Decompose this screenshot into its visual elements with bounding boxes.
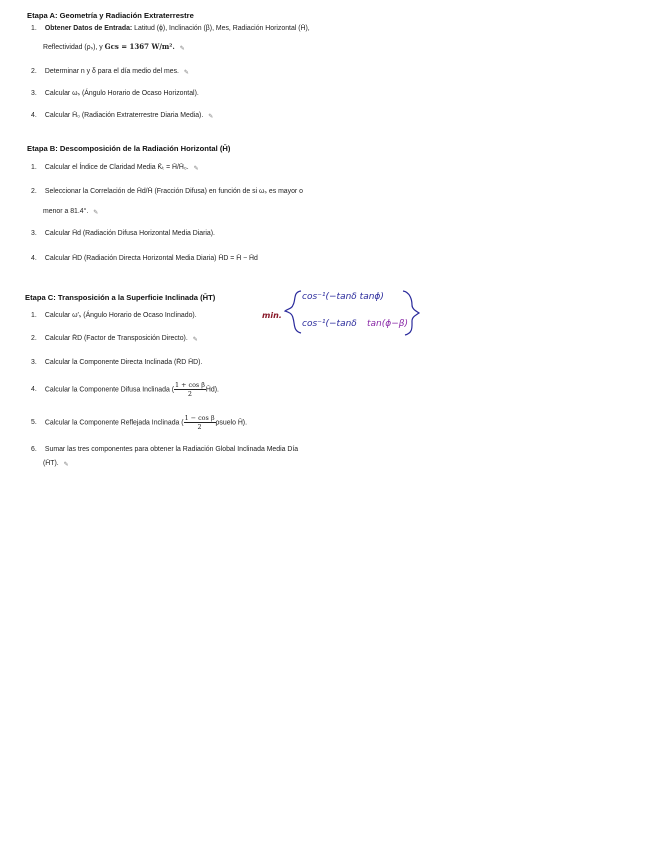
- handwritten-line-2b: tan(ϕ−β): [367, 319, 408, 329]
- step-text-post: ρsuelo H̄).: [215, 419, 248, 427]
- edit-icon[interactable]: ✎: [192, 337, 198, 344]
- step-text-cont: menor a 81.4°.: [43, 208, 89, 215]
- step-text: Latitud (ϕ), Inclinación (β), Mes, Radiación Horizontal (H̄),: [134, 25, 310, 32]
- step-label: Obtener Datos de Entrada:: [44, 25, 133, 32]
- fraction-numerator: 1 − cos β: [184, 414, 215, 422]
- step-number: 3.: [31, 230, 37, 237]
- edit-icon[interactable]: ✎: [93, 210, 99, 217]
- step-text: Calcular H̄d (Radiación Difusa Horizontal Media Diaria).: [44, 230, 215, 237]
- step-text: Calcular la Componente Directa Inclinada (R̄D H̄D).: [44, 359, 203, 366]
- step-number: 2.: [31, 188, 37, 195]
- fraction-numerator: 1 + cos β: [175, 381, 205, 389]
- step-text: Calcular H̄₀ (Radiación Extraterrestre Diaria Media).: [44, 112, 204, 119]
- handwritten-min-label: min.: [262, 311, 282, 320]
- stage-b-title: Etapa B: Descomposición de la Radiación Horizontal (H̄): [27, 144, 231, 153]
- handwritten-line-2a: cos⁻¹(−tanδ: [302, 319, 357, 329]
- step-number: 2.: [31, 335, 37, 342]
- step-text: Sumar las tres componentes para obtener la Radiación Global Inclinada Media Día: [44, 446, 299, 453]
- step-text: Seleccionar la Correlación de H̄d/H̄ (Fracción Difusa) en función de si ωₛ es mayor o: [44, 188, 303, 195]
- step-text: Calcular la Componente Reflejada Inclinada (: [44, 419, 184, 427]
- step-text-post: H̄d).: [205, 386, 219, 394]
- step-number: 2.: [31, 68, 37, 75]
- step-number: 3.: [31, 359, 37, 366]
- step-text: Determinar n y δ para el día medio del mes.: [44, 68, 179, 75]
- stage-a-title: Etapa A: Geometría y Radiación Extraterrestre: [27, 11, 194, 20]
- handwritten-line-1: cos⁻¹(−tanδ tanϕ): [302, 292, 384, 302]
- step-number: 4.: [31, 112, 37, 119]
- step-number: 3.: [31, 90, 37, 97]
- step-text: Calcular ωₛ (Ángulo Horario de Ocaso Horizontal).: [44, 90, 199, 97]
- edit-icon[interactable]: ✎: [63, 462, 69, 469]
- gcs-formula: Gcs = 1367 W/m².: [104, 42, 175, 51]
- step-number: 5.: [31, 419, 37, 427]
- step-text: Calcular ω′ₛ (Ángulo Horario de Ocaso Inclinado).: [44, 312, 197, 319]
- step-number: 1.: [31, 164, 37, 171]
- step-text: Calcular el Índice de Claridad Media K̄ₜ = H̄/H̄₀.: [44, 164, 189, 171]
- left-brace: [285, 291, 301, 333]
- step-number: 4.: [31, 255, 37, 262]
- step-text: Calcular R̄D (Factor de Transposición Directo).: [44, 335, 188, 342]
- stage-c-title: Etapa C: Transposición a la Superficie Inclinada (H̄T): [25, 293, 216, 302]
- edit-icon[interactable]: ✎: [193, 166, 199, 173]
- fraction-denominator: 2: [187, 390, 192, 398]
- step-text-cont: (H̄T).: [43, 460, 59, 467]
- step-number: 4.: [31, 386, 37, 394]
- edit-icon[interactable]: ✎: [208, 114, 214, 121]
- edit-icon[interactable]: ✎: [183, 70, 189, 77]
- step-number: 1.: [31, 312, 37, 319]
- step-number: 1.: [31, 25, 37, 32]
- step-number: 6.: [31, 446, 37, 453]
- step-text: Calcular la Componente Difusa Inclinada (: [44, 386, 174, 394]
- fraction-denominator: 2: [197, 423, 202, 431]
- step-text-cont: Reflectividad (ρₛ), y: [43, 44, 103, 51]
- step-text: Calcular H̄D (Radiación Directa Horizontal Media Diaria) H̄D = H̄ − H̄d: [44, 255, 258, 262]
- edit-icon[interactable]: ✎: [179, 46, 185, 53]
